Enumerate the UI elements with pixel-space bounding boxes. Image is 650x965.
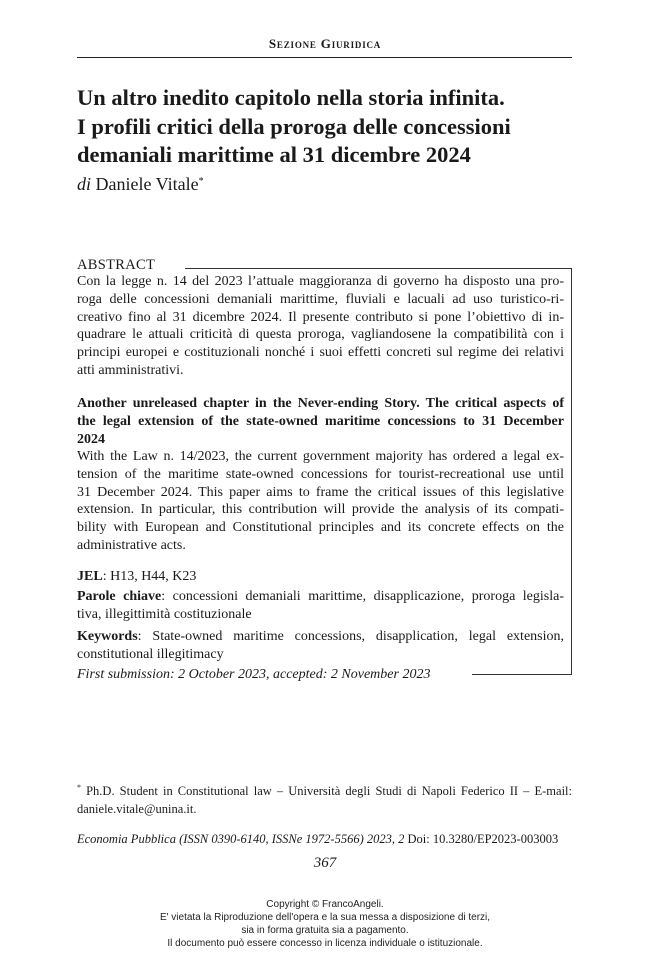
parole-values: tiva, illegittimità costituzionale [77,606,252,622]
abstract-line: tension of the maritime state-owned concessions for tourist-recreational use until [77,466,564,482]
abstract-line: quadrare le attuali criticità di questa proroga, vagliandosene la compatibilità con i [77,327,564,343]
author-name: Daniele Vitale [95,174,199,194]
running-head: Sezione Giuridica [268,36,382,51]
abstract-english [77,448,564,555]
abstract-line: extension. In particular, this contribution will provide the analysis of its compati- [77,502,564,518]
abstract-line: With the Law n. 14/2023, the current government majority has ordered a legal ex- [77,449,564,464]
keywords-values: constitutional illegitimacy [77,646,224,662]
parole-chiave [77,588,564,624]
jel-label: JEL [77,569,103,584]
title-line: I profili critici della proroga delle concessioni [77,113,511,139]
abstract-line: bility with European and Constitutional principles and its concrete effects on the [77,520,564,536]
abstract-frame-top [185,268,572,269]
journal-doi: Doi: 10.3280/EP2023-003003 [404,832,559,846]
abstract-line: 31 December 2024. This paper aims to frame the critical issues of this legislative [77,484,564,500]
abstract-italian [77,273,564,380]
byline-prefix: di [77,174,92,194]
copyright-line: Copyright © FrancoAngeli. [266,899,384,910]
parole-values: : concessioni demaniali marittime, disapplicazione, proroga legisla- [161,589,564,604]
author-footnote-mark: * [198,176,204,187]
submission-text: First submission: 2 October 2023, accepted: 2 November 2023 [77,667,431,682]
parole-label: Parole chiave [77,589,162,604]
submission-dates [77,666,430,684]
abstract-line: roga delle concessioni demaniali marittime, fluviali e lacuali ad uso turistico-ri- [77,291,564,307]
abstract-line: principi europei e costituzionali nonché i suoi effetti concreti sul regime dei relativi [77,345,564,361]
copyright-notice [0,898,650,950]
author-footnote [77,779,572,818]
keywords-label: Keywords [77,629,138,644]
abstract-line: creativo fino al 31 dicembre 2024. Il presente contributo si pone l’obiettivo di in- [77,309,564,325]
copyright-line: E' vietata la Riproduzione dell'opera e la sua messa a disposizione di terzi, [159,912,491,923]
abstract-frame-bottom [472,674,572,675]
keywords [77,628,564,664]
footnote-mark: * [77,783,81,792]
jel-codes [77,568,564,586]
journal-citation [77,832,558,847]
byline [77,174,204,195]
jel-values: : H13, H44, K23 [102,569,197,584]
english-title-line: Another unreleased chapter in the Never-ending Story. The critical aspects of [77,396,564,411]
journal-name: Economia Pubblica (ISSN 0390-6140, ISSNe 1972-5566) 2023, 2 [77,832,405,846]
abstract-line: Con la legge n. 14 del 2023 l’attuale maggioranza di governo ha disposto una pro- [77,274,564,289]
header-rule [77,57,572,58]
footnote-email: daniele.vitale@unina.it. [77,801,197,816]
footnote-text: Ph.D. Student in Constitutional law – Università degli Studi di Napoli Federico II – E-mail: [81,784,572,798]
article-title [77,84,577,170]
english-title-line: the legal extension of the state-owned maritime concessions to 31 December [77,413,564,429]
english-title-line: 2024 [77,431,105,447]
copyright-line: Il documento può essere concesso in licenza individuale o istituzionale. [167,938,483,949]
abstract-line: atti amministrativi. [77,362,184,378]
abstract-frame-right [571,268,572,674]
copyright-line: sia in forma gratuita sia a pagamento. [241,925,409,936]
title-line: demaniali marittime al 31 dicembre 2024 [77,142,471,167]
page-number: 367 [313,855,337,871]
abstract-line: administrative acts. [77,537,186,553]
english-title [77,395,564,448]
title-line: Un altro inedito capitolo nella storia infinita. [77,85,505,110]
keywords-values: : State-owned maritime concessions, disapplication, legal extension, [137,629,564,644]
abstract-heading: ABSTRACT [77,257,156,273]
